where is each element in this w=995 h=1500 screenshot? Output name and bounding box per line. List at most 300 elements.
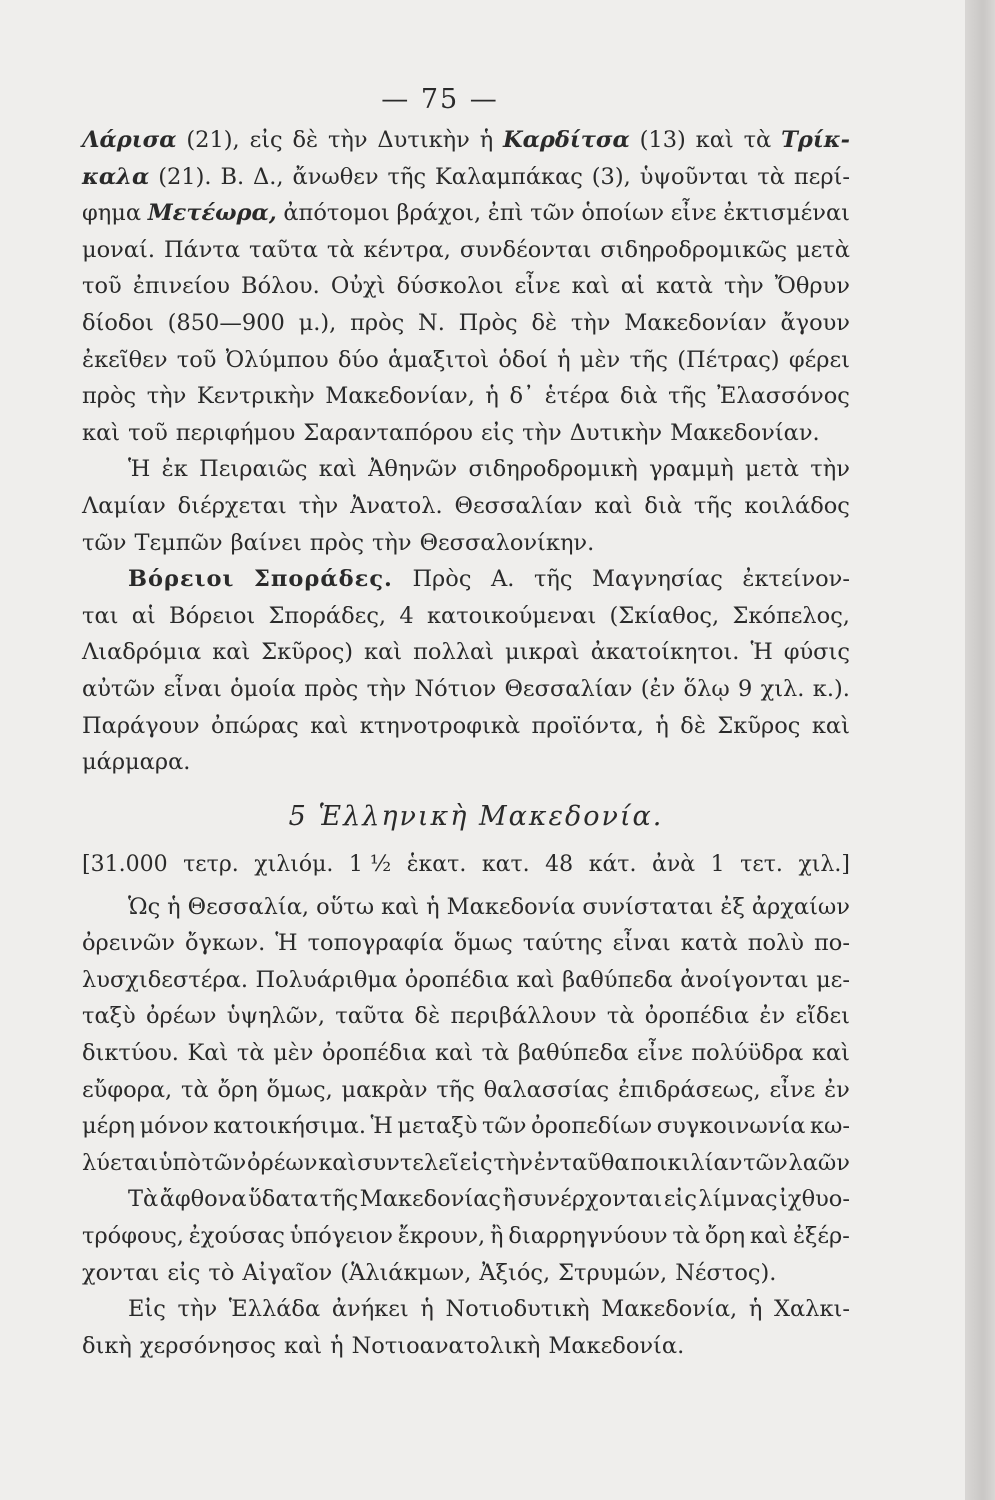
word: Σκῦρος) [261, 639, 354, 666]
word: ἡ [420, 1296, 434, 1323]
word: ἀπότομοι [283, 200, 390, 227]
word: τὸ [208, 1259, 235, 1286]
word: Μακεδονίαν. [670, 419, 820, 446]
word: συνίσταται [582, 893, 714, 920]
word: ἀρχαίων [751, 893, 850, 920]
word: διαρρηγνύουν [508, 1223, 668, 1250]
word: Αἰγαῖον [242, 1259, 333, 1286]
word: τὰ [672, 1223, 701, 1250]
text-line [82, 634, 850, 671]
text-line [82, 1181, 850, 1218]
word: μ.), [298, 309, 337, 336]
word: ὀπώρας [211, 712, 299, 739]
word: ταύτης [522, 930, 603, 957]
word: τῶν [530, 200, 575, 227]
word: ὀροπέδια [322, 1040, 427, 1067]
word: τετρ. [183, 851, 239, 877]
word: δύο [338, 346, 379, 373]
word: τὴν [724, 273, 764, 300]
word: Μετέωρα, [147, 200, 277, 227]
word: (ἐν [640, 675, 676, 702]
text-line [82, 232, 850, 269]
word: Βόλου. [241, 273, 320, 300]
word: ἡ [748, 1296, 763, 1323]
word: τὰ [606, 1003, 635, 1030]
word: περιβάλλουν [450, 1003, 597, 1030]
word: συντελεῖ [357, 1149, 459, 1176]
text-line [82, 451, 850, 488]
text-line [82, 598, 850, 635]
section-title: 5 Ἑλληνικὴ Μακεδονία. [288, 800, 664, 832]
word: κατ. [481, 851, 530, 877]
word: ἡ [655, 712, 669, 739]
word: εὔφορα, [82, 1076, 173, 1103]
word: Κεντρικὴν [196, 383, 315, 410]
word: εἶνε [637, 1040, 683, 1067]
word: ἀνὰ [652, 851, 696, 877]
word: ἑκατ. [406, 851, 467, 877]
text-line [82, 744, 850, 781]
paragraphs-macedonia [82, 889, 850, 1365]
word: Χαλκι- [773, 1296, 850, 1323]
word: χιλ.] [798, 851, 850, 877]
word: τὰ [743, 127, 772, 153]
word: βράχοι, [396, 200, 482, 227]
text-line [82, 488, 850, 525]
word: (Ἁλιάκμων, [340, 1259, 472, 1286]
page-edge [965, 0, 995, 1500]
word: Ὡς [128, 893, 161, 920]
word: καὶ [750, 1223, 789, 1250]
word: Εἰς [128, 1296, 166, 1323]
word: Ἡ [370, 1113, 393, 1140]
word: τοῦ [82, 273, 122, 300]
word: ὑψηλῶν, [226, 1003, 325, 1030]
text-line [82, 305, 850, 342]
word: (3), [591, 163, 631, 190]
word: δύσκολοι [396, 273, 504, 300]
word: τὰ [326, 236, 355, 263]
word: ἐκεῖθεν [82, 346, 168, 373]
word: Σκόπελος, [732, 602, 850, 629]
word: ἐπὶ [487, 200, 524, 227]
text-line [82, 1218, 850, 1255]
word: Ἡ [275, 930, 298, 957]
word: οὕτω [316, 893, 375, 920]
word: ἔκρουν, [397, 1223, 486, 1250]
word: τὴν [570, 309, 611, 336]
word: θαλασσίας [483, 1076, 610, 1103]
page-number: — 75 — [381, 84, 499, 115]
word: Πάντα [163, 236, 241, 263]
word: κάτ. [588, 851, 637, 877]
word: Βόρειοι [169, 602, 256, 629]
word: καὶ [318, 456, 357, 483]
word: Σποράδες, [268, 602, 387, 629]
word: μέρη [82, 1113, 135, 1140]
word: λαῶν [788, 1149, 850, 1176]
word: ἁμαξιτοὶ [388, 346, 490, 373]
word: Νότιον [414, 675, 497, 702]
word: ὀροπεδίων [531, 1113, 653, 1140]
text-line [82, 195, 850, 232]
word: τετ. [740, 851, 783, 877]
text-line [82, 708, 850, 745]
word: κατὰ [655, 273, 713, 300]
word: Μακεδονία. [548, 1332, 685, 1359]
word: 48 [545, 851, 574, 877]
word: Ἡ [128, 456, 151, 483]
word: μετὰ [796, 236, 850, 263]
word: τὴν [146, 383, 187, 410]
word: Ἀξιός, [479, 1259, 551, 1286]
word: ἐκτείνον- [742, 566, 850, 593]
text-line [82, 671, 850, 708]
text-line [82, 1145, 850, 1182]
word: καὶ [310, 712, 349, 739]
word: τῆς [629, 346, 669, 373]
word: γραμμὴ [649, 456, 734, 483]
text-line [82, 561, 850, 598]
word: καὶ [811, 712, 850, 739]
word: τῶν [82, 529, 127, 556]
word: ἢ [490, 1223, 504, 1250]
word: καὶ [318, 1149, 357, 1176]
word: τὴν [810, 456, 850, 483]
word: ἐξέρ- [792, 1223, 850, 1250]
word: τὴν [177, 1296, 218, 1323]
word: δὲ [680, 712, 706, 739]
word: Πρὸς [412, 566, 472, 593]
word: ἡ [330, 1332, 344, 1359]
word: [31.000 [82, 851, 168, 877]
text-line [82, 1072, 850, 1109]
word: ὅλῳ [683, 675, 730, 702]
word: Πρὸς [458, 309, 518, 336]
word: Ἡ [750, 639, 773, 666]
word: φύσις [783, 639, 850, 666]
word: λύεται [82, 1149, 159, 1176]
word: Πειραιῶς [199, 456, 308, 483]
word: φέρει [788, 346, 850, 373]
word: αἱ [131, 602, 156, 629]
word: πρὸς [304, 675, 359, 702]
word: (850—900 [167, 309, 285, 336]
word: τῆς [387, 163, 427, 190]
word: διέρχεται [177, 492, 287, 519]
word: τὴν [493, 1149, 533, 1176]
word: (Πέτρας) [677, 346, 780, 373]
word: εἶνε [670, 200, 717, 227]
word: Ἑλλάδα [228, 1296, 321, 1323]
word: τὰ [481, 1040, 510, 1067]
text-line [82, 889, 850, 926]
word: καὶ [381, 893, 420, 920]
word: ἡ [426, 893, 440, 920]
word: συνδέονται [459, 236, 592, 263]
word: Μακεδονίαν [624, 309, 767, 336]
word: τῆς [533, 566, 573, 593]
word: Καρδίτσα [503, 127, 630, 153]
word: εἰς [459, 1149, 493, 1176]
word: τὴν [366, 675, 407, 702]
word: ταξὺ [82, 1003, 136, 1030]
word: Τὰ [128, 1186, 159, 1213]
word: βαθύπεδα [562, 966, 673, 993]
word: Μακεδονίας [359, 1186, 501, 1213]
word: ἢ [502, 1186, 516, 1213]
word: ἡ [167, 893, 181, 920]
word: εἶναι [612, 930, 671, 957]
word: τὰ [757, 163, 785, 190]
word: δὲ [292, 127, 319, 153]
word: Σκῦρος [717, 712, 801, 739]
word: ἐνταῦθα [533, 1149, 630, 1176]
word: (13) [639, 127, 686, 153]
word: τῆς [319, 1186, 359, 1213]
word: Σαρανταπόρου [303, 419, 473, 446]
word: εἶνε [769, 1076, 816, 1103]
word: Παράγουν [82, 712, 200, 739]
word: καὶ [571, 273, 610, 300]
word: ἐπιδράσεως, [617, 1076, 761, 1103]
text-line [82, 925, 850, 962]
word: Θεσσαλίαν [454, 492, 583, 519]
word: ἐκ [161, 456, 188, 483]
word: ται [82, 602, 119, 629]
word: Μαγνησίας [592, 566, 723, 593]
word: περί- [793, 163, 850, 190]
word: μόνον [139, 1113, 209, 1140]
word: ὅμως [453, 930, 513, 957]
word: ὑπόγειον [289, 1223, 393, 1250]
word: Δυτικὴν [377, 127, 470, 153]
word: Βόρειοι [128, 566, 235, 593]
word: εἰς [663, 1186, 697, 1213]
word: 9 [737, 675, 753, 702]
text-line [82, 1035, 850, 1072]
word: ὀροπέδια [644, 1003, 750, 1030]
word: ἐχούσας [188, 1223, 285, 1250]
word: διὰ [619, 383, 658, 410]
word: λίμνας [698, 1186, 778, 1213]
word: μικραὶ [504, 639, 580, 666]
word: Μακεδονίαν, [325, 383, 475, 410]
word: περιφήμου [175, 419, 296, 446]
word: σιδηροδρομικὴ [468, 456, 638, 483]
word: μακρὰν [341, 1076, 428, 1103]
word: κατὰ [680, 930, 738, 957]
word: εἰς [249, 127, 283, 153]
word: ὁμοία [230, 675, 296, 702]
word: συγκοινωνία [656, 1113, 806, 1140]
word: Λάρισα [82, 127, 177, 153]
word: Ἀθηνῶν [368, 456, 458, 483]
word: Μακεδονία, [601, 1296, 738, 1323]
word: Στρυμών, [558, 1259, 668, 1286]
word: αὐτῶν [82, 675, 156, 702]
word: τῶν [481, 1113, 527, 1140]
word: μεταξὺ [397, 1113, 478, 1140]
word: τὴν [327, 127, 368, 153]
word: κατοικήσιμα. [213, 1113, 366, 1140]
text-line [82, 268, 850, 305]
word: Ἀνατολ. [350, 492, 443, 519]
word: ταῦτα [249, 236, 318, 263]
word: ἑτέρα [544, 383, 610, 410]
word: ὄρη [704, 1223, 746, 1250]
word: πολύϋδρα [691, 1040, 804, 1067]
word: τῶν [743, 1149, 788, 1176]
word: Οὐχὶ [330, 273, 386, 300]
word: Θεσσαλονίκην. [419, 529, 595, 556]
word: Ὄθρυν [774, 273, 850, 300]
word: αἱ [620, 273, 645, 300]
word: προϊόντα, [531, 712, 644, 739]
word: Σποράδες. [254, 566, 393, 593]
word: τῆς [668, 383, 707, 410]
word: τὴν [371, 529, 412, 556]
word: Θεσσαλίαν [504, 675, 633, 702]
word: ταῦτα [335, 1003, 405, 1030]
word: ὀροπέδια [404, 966, 510, 993]
word: κοιλάδος [744, 492, 850, 519]
word: τοῦ [176, 346, 217, 373]
word: τὴν [522, 419, 562, 446]
word: τῶν [201, 1149, 247, 1176]
word: ὅμως, [266, 1076, 333, 1103]
word: χιλιόμ. [254, 851, 334, 877]
word: βαθύπεδα [517, 1040, 629, 1067]
text-line [82, 1291, 850, 1328]
word: (Σκίαθος, [609, 602, 720, 629]
word: Τεμπῶν [134, 529, 223, 556]
word: ἰχθυο- [779, 1186, 850, 1213]
word: κέντρα, [363, 236, 451, 263]
word: δίοδοι [82, 309, 154, 336]
word: ἀνήκει [331, 1296, 409, 1323]
area-population-line [82, 845, 850, 885]
word: Νέστος). [675, 1259, 777, 1286]
word: τὰ [181, 1076, 209, 1103]
word: σιδηροδρομικῶς [600, 236, 788, 263]
word: συνέρχονται [517, 1186, 663, 1213]
word: καὶ [212, 639, 251, 666]
word: τοπογραφία [307, 930, 444, 957]
word: χονται [82, 1259, 160, 1286]
word: (21), [186, 127, 240, 153]
word: καλα [82, 163, 150, 190]
word: Ν. [418, 309, 445, 336]
word: ἡ [557, 346, 571, 373]
word: διὰ [644, 492, 682, 519]
word: Τρίκ- [781, 127, 850, 153]
word: Καλαμπάκας [434, 163, 583, 190]
word: μάρμαρα. [82, 749, 191, 776]
word: ἡ [485, 383, 499, 410]
word: 4 [399, 602, 414, 629]
word: ἡ [479, 127, 494, 153]
word: μετὰ [745, 456, 799, 483]
word: Μακεδονία [446, 893, 576, 920]
body-text [82, 122, 850, 1364]
word: ἐκτισμέναι [723, 200, 850, 227]
word: τὴν [298, 492, 339, 519]
word: εἰς [167, 1259, 201, 1286]
word: Λιαδρόμια [82, 639, 202, 666]
word: ἐπινείου [132, 273, 230, 300]
word: εἰς [480, 419, 515, 446]
word: ὁποίων [581, 200, 665, 227]
word: ἄγουν [780, 309, 850, 336]
word: ὀρέων [246, 1149, 318, 1176]
word: πρὸς [82, 383, 137, 410]
word: Δ., [253, 163, 284, 190]
word: κατοικούμεναι [426, 602, 597, 629]
text-line [82, 525, 850, 562]
word: πολλαὶ [413, 639, 494, 666]
word: Νοτιοδυτικὴ [445, 1296, 590, 1323]
word: καὶ [284, 1332, 323, 1359]
paragraphs-thessaly [82, 122, 850, 781]
word: εἶνε [514, 273, 561, 300]
word: εἶναι [163, 675, 222, 702]
word: φημα [82, 200, 142, 227]
word: ὀρεινῶν [82, 930, 175, 957]
word: ὄγκων. [184, 930, 266, 957]
word: Ἐλασσόνος [717, 383, 850, 410]
word: πο- [814, 930, 850, 957]
word: Νοτιοανατολικὴ [351, 1332, 541, 1359]
word: ἐν [824, 1076, 850, 1103]
text-line [82, 998, 850, 1035]
word: μοναί. [82, 236, 156, 263]
word: μὲν [273, 1040, 314, 1067]
word: Πολυάριθμα [255, 966, 398, 993]
word: μὲν [579, 346, 621, 373]
word: κω- [809, 1113, 850, 1140]
word: δὲ [531, 309, 558, 336]
word: δὲ [414, 1003, 441, 1030]
word: 1 [710, 851, 725, 877]
word: ὀρέων [146, 1003, 217, 1030]
word: ποικιλίαν [630, 1149, 743, 1176]
text-line [82, 415, 850, 452]
text-line [82, 962, 850, 999]
word: ἄφθονα [159, 1186, 247, 1213]
word: ἐν [759, 1003, 786, 1030]
word: Ὀλύμπου [225, 346, 329, 373]
text-line [82, 159, 850, 196]
word: ὕδατα [248, 1186, 319, 1213]
word: τὰ [236, 1040, 265, 1067]
word: πρὸς [350, 309, 405, 336]
word: χιλ. [760, 675, 805, 702]
word: καὶ [434, 1040, 474, 1067]
word: καὶ [364, 639, 403, 666]
word: καὶ [594, 492, 633, 519]
word: Καὶ [187, 1040, 229, 1067]
word: δικὴ [82, 1332, 132, 1359]
word: κτηνοτροφικὰ [359, 712, 521, 739]
word: πολὺ [747, 930, 804, 957]
text-line [82, 1255, 850, 1292]
word: τοῦ [128, 419, 168, 446]
word: τῆς [693, 492, 733, 519]
word: Β. [220, 163, 245, 190]
word: ὑπὸ [158, 1149, 201, 1176]
word: πρὸς [309, 529, 364, 556]
